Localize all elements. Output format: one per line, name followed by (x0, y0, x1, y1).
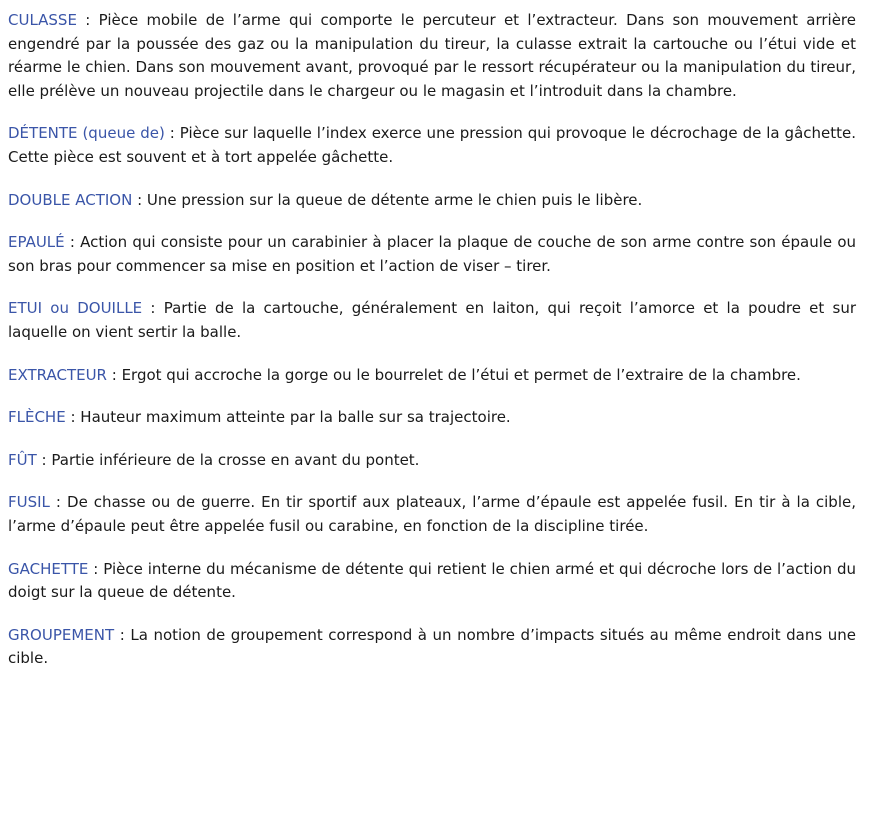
entry-term: EPAULÉ (8, 233, 65, 252)
entry-definition: Action qui consiste pour un carabinier à placer la plaque de couche de son arme contre son épaule ou son bras pour commencer sa mise en position et l’action de viser – tirer. (8, 233, 857, 275)
glossary-entry-extracteur: EXTRACTEUR : Ergot qui accroche la gorge ou le bourrelet de l’étui et permet de l’extraire de la chambre. (8, 365, 801, 384)
glossary-entry-culasse: CULASSE : Pièce mobile de l’arme qui comporte le percuteur et l’extracteur. Dans son mouvement arrière engendré par la poussée des gaz ou la manipulation du tireur, la culasse extrait la cartouche ou l’étui vide et réarme le chien. Dans son mouvement avant, provoqué par le ressort récupérateur ou la manipulation du tireur, elle prélève un nouveau projectile dans le chargeur ou le magasin et l’introduit dans la chambre. (8, 11, 856, 100)
glossary-entry-fleche: FLÈCHE : Hauteur maximum atteinte par la balle sur sa trajectoire. (8, 408, 511, 427)
entry-term: GROUPEMENT (8, 625, 115, 644)
entry-term: ETUI ou DOUILLE (8, 299, 143, 318)
glossary (8, 9, 856, 690)
entry-term: EXTRACTEUR (8, 365, 107, 384)
entry-definition: Pièce mobile de l’arme qui comporte le percuteur et l’extracteur. Dans son mouvement arrière engendré par la poussée des gaz ou la manipulation du tireur, la culasse extrait la cartouche ou l’étui vide et réarme le chien. Dans son mouvement avant, provoqué par le ressort récupérateur ou la manipulation du tireur, elle prélève un nouveau projectile dans le chargeur ou le magasin et l’introduit dans la chambre. (8, 11, 856, 100)
glossary-entry-fusil: FUSIL : De chasse ou de guerre. En tir sportif aux plateaux, l’arme d’épaule est appelée fusil. En tir à la cible, l’arme d’épaule peut être appelée fusil ou carabine, en fonction de la discipline tirée. (8, 493, 856, 535)
glossary-entry-fut: FÛT : Partie inférieure de la crosse en avant du pontet. (8, 450, 420, 469)
entry-term: CULASSE (8, 11, 77, 29)
entry-definition: Pièce sur laquelle l’index exerce une pression qui provoque le décrochage de la gâchette. Cette pièce est souvent et à tort appelée gâchette. (8, 124, 857, 166)
entry-definition: Ergot qui accroche la gorge ou le bourrelet de l’étui et permet de l’extraire de la chambre. (121, 365, 801, 384)
glossary-entry-double-action: DOUBLE ACTION : Une pression sur la queue de détente arme le chien puis le libère. (8, 190, 643, 209)
entry-term: FLÈCHE (8, 408, 66, 427)
entry-definition: Hauteur maximum atteinte par la balle sur sa trajectoire. (80, 408, 511, 427)
entry-definition: Partie inférieure de la crosse en avant du pontet. (51, 450, 420, 469)
entry-term: DOUBLE ACTION (8, 190, 133, 209)
glossary-entry-epaule: EPAULÉ : Action qui consiste pour un carabinier à placer la plaque de couche de son arme contre son épaule ou son bras pour commencer sa mise en position et l’action de viser – tirer. (8, 233, 857, 275)
glossary-entry-detente: DÉTENTE (queue de) : Pièce sur laquelle l’index exerce une pression qui provoque le décrochage de la gâchette. Cette pièce est souvent et à tort appelée gâchette. (8, 124, 857, 166)
entry-term: FUSIL (8, 493, 50, 512)
entry-definition: Pièce interne du mécanisme de détente qui retient le chien armé et qui décroche lors de l’action du doigt sur la queue de détente. (8, 559, 857, 602)
entry-definition: De chasse ou de guerre. En tir sportif aux plateaux, l’arme d’épaule est appelée fusil. En tir à la cible, l’arme d’épaule peut être appelée fusil ou carabine, en fonction de la discipline tirée. (8, 493, 856, 535)
glossary-entry-gachette: GACHETTE : Pièce interne du mécanisme de détente qui retient le chien armé et qui décroche lors de l’action du doigt sur la queue de détente. (8, 559, 857, 602)
glossary-entry-etui: ETUI ou DOUILLE : Partie de la cartouche, généralement en laiton, qui reçoit l’amorce et la poudre et sur laquelle on vient sertir la balle. (8, 299, 857, 341)
glossary-entry-groupement: GROUPEMENT : La notion de groupement correspond à un nombre d’impacts situés au même endroit dans une cible. (8, 625, 856, 668)
entry-definition: La notion de groupement correspond à un nombre d’impacts situés au même endroit dans une cible. (8, 625, 856, 668)
entry-term: DÉTENTE (queue de) (8, 124, 165, 143)
entry-definition: Partie de la cartouche, généralement en laiton, qui reçoit l’amorce et la poudre et sur laquelle on vient sertir la balle. (8, 299, 857, 341)
entry-term: GACHETTE (8, 559, 89, 578)
entry-definition: Une pression sur la queue de détente arme le chien puis le libère. (146, 190, 643, 209)
entry-term: FÛT (8, 450, 37, 469)
